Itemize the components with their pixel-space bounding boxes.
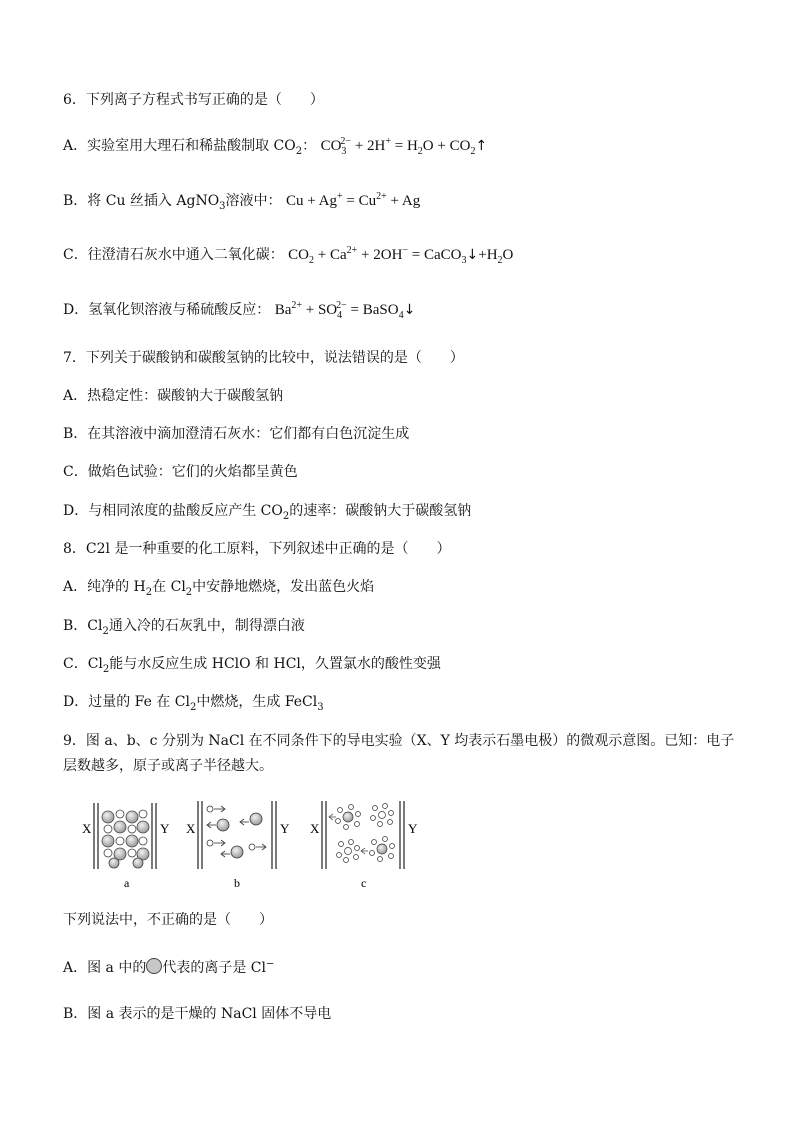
q9-stem-line2: 层数越多，原子或离子半径越大。 bbox=[63, 758, 273, 774]
q6-a-text: A．实验室用大理石和稀盐酸制取 CO bbox=[63, 138, 296, 154]
gray-ion-ball-icon bbox=[146, 958, 162, 974]
q8-option-d: D．过量的 Fe 在 $Cl_2$中燃烧，生成 FeCl$_3$ bbox=[63, 694, 324, 713]
q7-option-c: C．做焰色试验：它们的火焰都呈黄色 bbox=[63, 464, 298, 480]
q6-option-c bbox=[63, 245, 754, 265]
panel-a-crystal-lattice bbox=[102, 810, 149, 868]
q6-d-text: D．氢氧化钡溶液与稀硫酸反应： bbox=[63, 302, 271, 318]
q6-option-d bbox=[63, 300, 754, 320]
panel-b bbox=[186, 801, 290, 890]
panel-b-label: b bbox=[234, 876, 240, 890]
nacl-conductivity-figure bbox=[80, 795, 425, 895]
q6-c-text: C．往澄清石灰水中通入二氧化碳： bbox=[63, 247, 284, 263]
q7-option-a: A．热稳定性：碳酸钠大于碳酸氢钠 bbox=[63, 388, 284, 404]
q7-stem: 7．下列关于碳酸钠和碳酸氢钠的比较中，说法错误的是（ ） bbox=[63, 350, 464, 366]
q6-a-equation: $CO_3^{2-} + 2H^+ = H_2O$ + $CO_2↑$ bbox=[320, 136, 488, 157]
panel-c-label: c bbox=[361, 876, 367, 890]
panel-a-label: a bbox=[124, 876, 130, 890]
q9-option-a: A．图 a 中的 代表的离子是 Cl− bbox=[63, 958, 275, 976]
q6-b-equation: $Cu + Ag^+ = Cu^{2+} + Ag$ bbox=[286, 191, 421, 209]
q7-option-d: D．与相同浓度的盐酸反应产生 $CO_2$的速率：碳酸钠大于碳酸氢钠 bbox=[63, 503, 472, 522]
panel-c-hydrated-ions bbox=[329, 804, 395, 863]
q8-stem: 8．C2l 是一种重要的化工原料，下列叙述中正确的是（ ） bbox=[63, 541, 451, 557]
panel-a-x-label: X bbox=[82, 821, 92, 836]
q8-option-c: C．$Cl_2$能与水反应生成 HClO 和 HCl，久置氯水的酸性变强 bbox=[63, 656, 441, 675]
panel-b-free-ions bbox=[207, 806, 266, 858]
q6-option-a: A．实验室用大理石和稀盐酸制取 $CO_2$： $CO_3^{2-} + 2H^+ = H_2O$ + $CO_2↑$ bbox=[63, 136, 488, 157]
q9-option-b: B．图 a 表示的是干燥的 NaCl 固体不导电 bbox=[63, 1006, 332, 1022]
panel-c-y-label: Y bbox=[408, 821, 418, 836]
panel-a bbox=[82, 803, 170, 890]
q9-question: 下列说法中，不正确的是（ ） bbox=[63, 912, 273, 928]
q8-option-a: A．纯净的 $H_2$在 $Cl_2$中安静地燃烧，发出蓝色火焰 bbox=[63, 579, 375, 598]
panel-a-y-label: Y bbox=[160, 821, 170, 836]
q8-option-b: B．$Cl_2$通入冷的石灰乳中，制得漂白液 bbox=[63, 618, 305, 637]
panel-c-x-label: X bbox=[310, 821, 320, 836]
panel-c bbox=[310, 801, 418, 890]
q6-d-equation: $Ba^{2+} + SO_4^{2-}$ = BaSO$_4$↓ bbox=[274, 300, 416, 321]
q6-option-b: B．将 Cu 丝插入 AgNO$_3$溶液中： $Cu + Ag^+ = Cu^{2+} + Ag$ bbox=[63, 191, 421, 212]
panel-b-x-label: X bbox=[186, 821, 196, 836]
q6-b-text: B．将 Cu 丝插入 AgNO bbox=[63, 193, 220, 209]
panel-b-y-label: Y bbox=[280, 821, 290, 836]
q6-stem: 6．下列离子方程式书写正确的是（ ） bbox=[63, 92, 324, 108]
q6-c-equation: $CO_2 + Ca^{2+} + 2OH^-$ = $CaCO_3↓+H_2O$ bbox=[288, 245, 514, 266]
q7-option-b: B．在其溶液中滴加澄清石灰水：它们都有白色沉淀生成 bbox=[63, 426, 410, 442]
q9-stem-line1: 9．图 a、b、c 分别为 NaCl 在不同条件下的导电实验（X、Y 均表示石墨电极）的微观示意图。已知：电子 bbox=[63, 733, 735, 749]
